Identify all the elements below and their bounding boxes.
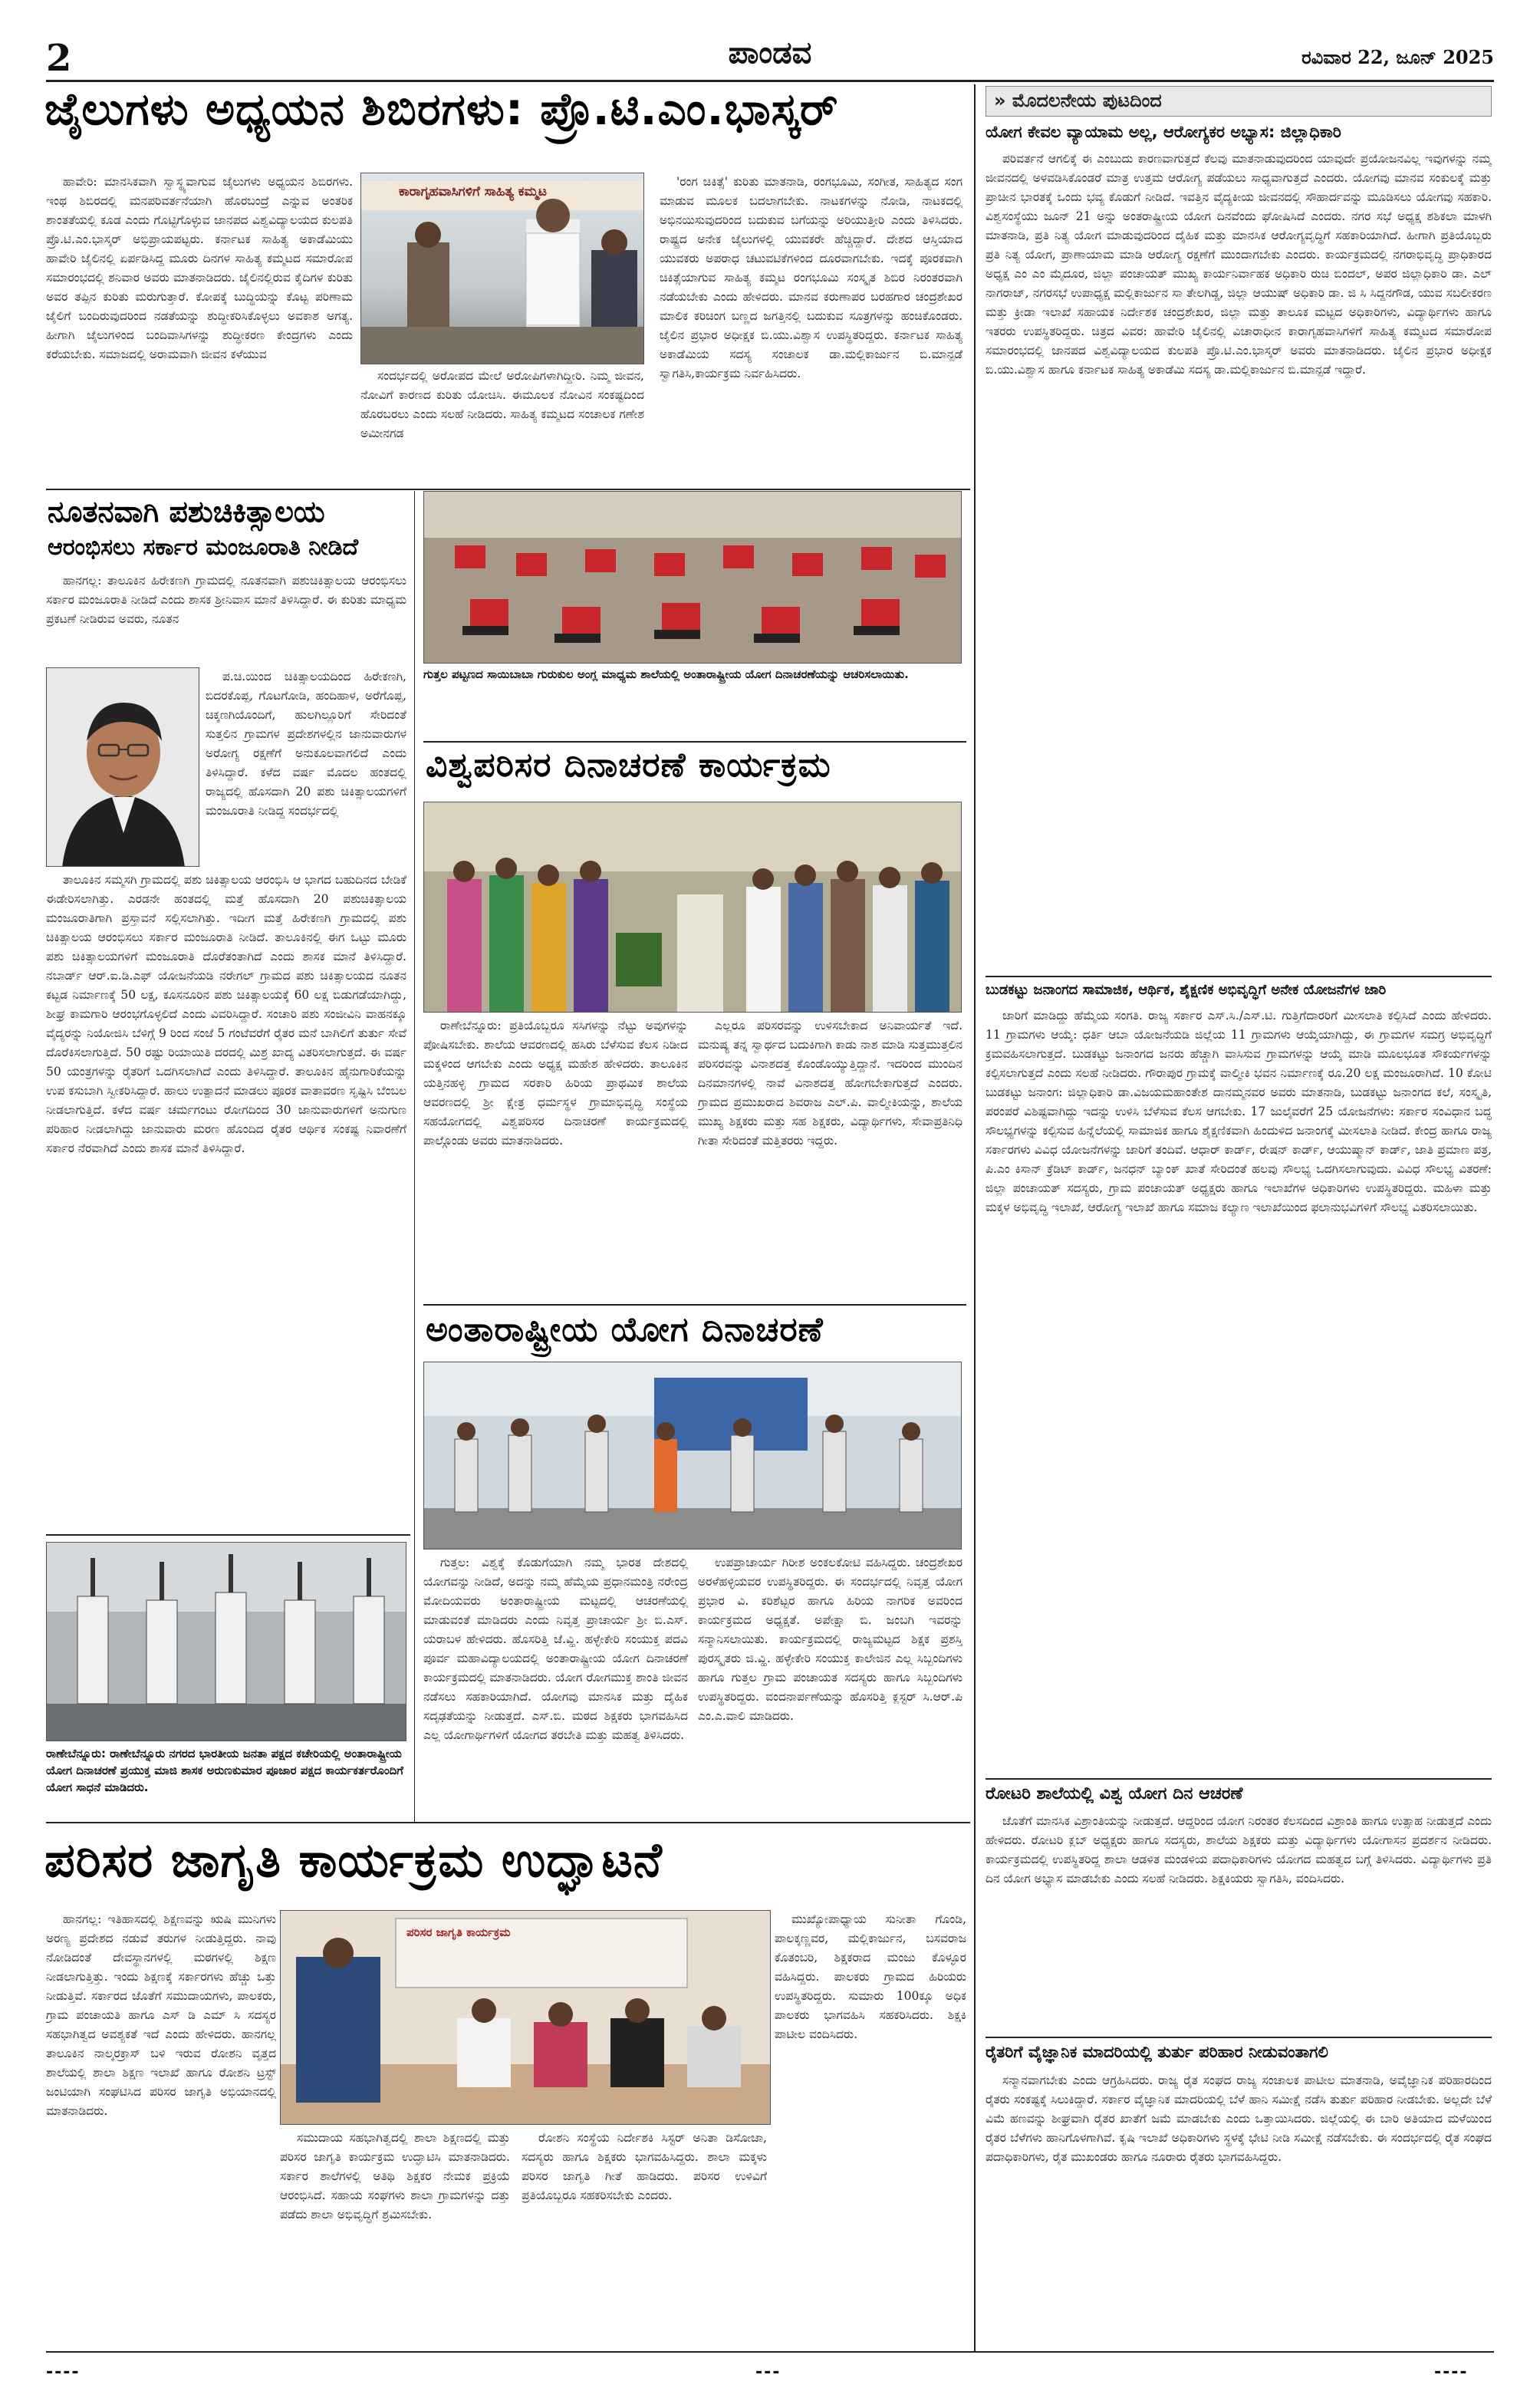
story2-subheadline: ಆರಂಭಿಸಲು ಸರ್ಕಾರ ಮಂಜೂರಾತಿ ನೀಡಿದೆ bbox=[48, 534, 359, 561]
section-rule bbox=[46, 489, 970, 490]
right-s2-title: ಬುಡಕಟ್ಟು ಜನಾಂಗದ ಸಾಮಾಜಿಕ, ಆರ್ಥಿಕ, ಶೈಕ್ಷಣಿಕ ಅಭಿವೃದ್ಧಿಗೆ ಅನೇಕ ಯೋಜನೆಗಳ ಜಾರಿ bbox=[986, 982, 1387, 998]
section-rule bbox=[46, 1822, 970, 1823]
story5-headline: ಪರಿಸರ ಜಾಗೃತಿ ಕಾರ್ಯಕ್ರಮ ಉದ್ಘಾಟನೆ bbox=[44, 1832, 663, 1888]
story2-intro: ಹಾನಗಲ್ಲ: ತಾಲೂಕಿನ ಹಿರೇಕಣಗಿ ಗ್ರಾಮದಲ್ಲಿ ನೂತನವಾಗಿ ಪಶುಚಿಕಿತ್ಸಾಲಯ ಆರಂಭಿಸಲು ಸರ್ಕಾರ ಮಂಜೂರಾತಿ ನೀಡಿದೆ ಎಂದು ಶಾಸಕ ಶ್ರೀನಿವಾಸ ಮಾನೆ ತಿಳಿಸಿದ್ದಾರೆ. ಈ ಕುರಿತು ಮಾಧ್ಯಮ ಪ್ರಕಟಣೆ ನೀಡಿರುವ ಅವರು, ನೂತನ bbox=[46, 574, 406, 626]
jail-event-picture bbox=[361, 173, 644, 364]
section-rule bbox=[986, 2037, 1492, 2038]
story4-col2: ಉಪಪ್ರಾಚಾರ್ಯ ಗಿರೀಶ ಅಂಕಲಕೋಟಿ ವಹಿಸಿದ್ದರು. ಚಂದ್ರಶೇಖರ ಅರಳೆಹಳ್ಳಿಯವರ ಉಪಸ್ಥಿತರಿದ್ದರು. ಈ ಸಂದರ್ಭದಲ್ಲಿ ನಿವೃತ್ತ ಯೋಗ ಪ್ರಭಾರ ವಿ. ಕರಿಶೆಟ್ಟರ ಹಾಗೂ ಹಿರಿಯ ನಾಗರಿಕ ಅವರಿಂದ ಕಾರ್ಯಕ್ರಮದ ಅಧ್ಯಕ್ಷತೆ. ಅಪೇಕ್ಷಾ ಬಿ. ಜಂಬಗಿ ಇವರನ್ನು ಸನ್ಮಾನಿಸಲಾಯಿತು. ಕಾರ್ಯಕ್ರಮದಲ್ಲಿ ರಾಜ್ಯಮಟ್ಟದ ಶಿಕ್ಷಕ ಪ್ರಶಸ್ತಿ ಪುರಸ್ಕೃತರು ಜಿ.ವ್ಹಿ. ಹಳ್ಳೇಕೇರಿ ಸಂಯುಕ್ತ ಕಾಲೇಜಿನ ಎಲ್ಲ ಸಿಬ್ಬಂದಿಗಳು ಹಾಗೂ ಗುತ್ತಲ ಗ್ರಾಮ ಪಂಚಾಯತ ಸದಸ್ಯರು ಹಾಗೂ ಸಿಬ್ಬಂದಿಗಳು ಉಪಸ್ಥಿತರಿದ್ದರು. ವಂದನಾರ್ಪಣೆಯನ್ನು ಹೊಸರಿತ್ತಿ ಕ್ಲಸ್ಟರ್ ಸಿ.ಆರ್.ಪಿ ಎಂ.ಎ.ವಾಲಿ ಮಾಡಿದರು. bbox=[698, 1556, 962, 1723]
story5-col3: ರೋಶನಿ ಸಂಸ್ಥೆಯ ನಿರ್ದೇಶಕಿ ಸಿಸ್ಟರ್ ಅನಿತಾ ಡಿಸೋಜಾ, ಸದಸ್ಯರು ಹಾಗೂ ಶಿಕ್ಷಕರು ಭಾಗವಹಿಸಿದ್ದರು. ಶಾಲಾ ಮಕ್ಕಳು ಪರಿಸರ ಜಾಗೃತಿ ಗೀತೆ ಹಾಡಿದರು. ಪರಿಸರ ಉಳಿವಿಗೆ ಪ್ರತಿಯೊಬ್ಬರೂ ಸಹಕರಿಸಬೇಕು ಎಂದರು. bbox=[522, 2131, 767, 2202]
footer-rule bbox=[46, 2351, 1494, 2353]
masthead-date: ರವಿವಾರ 22, ಜೂನ್ 2025 bbox=[1301, 46, 1494, 68]
column-divider bbox=[414, 491, 415, 1822]
story2-beside-photo: ಪ.ಚಿ.ಯಿಂದ ಚಿಕಿತ್ಸಾಲಯದಿಂದ ಹಿರೇಕಣಗಿ, ಬಿದರಕೊಪ್ಪ, ಗೊಟಗೋಡಿ, ಹಂದಿಹಾಳ, ಅರೆಗೊಪ್ಪ, ಚಿಕ್ಕಣಗಿಯೊಂದಿಗೆ, ಹುಲಗಿಲ್ಲೂರಿಗೆ ಸೇರಿದಂತೆ ಸುತ್ತಲಿನ ಗ್ರಾಮಗಳ ಪ್ರದೇಶಗಳಲ್ಲಿನ ಜಾನುವಾರುಗಳ ಅರೋಗ್ಯ ರಕ್ಷಣೆಗೆ ಅನುಕೂಲವಾಗಲಿದೆ ಎಂದು ತಿಳಿಸಿದ್ದಾರೆ. ಕಳೆದ ವರ್ಷ ಮೊದಲ ಹಂತದಲ್ಲಿ ರಾಜ್ಯದಲ್ಲಿ ಹೊಸದಾಗಿ 20 ಪಶು ಚಿಕಿತ್ಸಾಲಯಗಳಿಗೆ ಮಂಜೂರಾತಿ ನೀಡಿದ್ದ ಸಂದರ್ಭದಲ್ಲಿ bbox=[206, 670, 406, 818]
awareness-photo-banner: ಪರಿಸರ ಜಾಗೃತಿ ಕಾರ್ಯಕ್ರಮ bbox=[406, 1925, 511, 1939]
masthead-rule bbox=[46, 80, 1494, 82]
story1-headline: ಜೈಲುಗಳು ಅಧ್ಯಯನ ಶಿಬಿರಗಳು: ಪ್ರೊ.ಟಿ.ಎಂ.ಭಾಸ್ಕರ್ bbox=[44, 83, 839, 135]
intl-yoga-day-photo bbox=[423, 1362, 962, 1550]
story5-col2: ಸಮುದಾಯ ಸಹಭಾಗಿತ್ವದಲ್ಲಿ ಶಾಲಾ ಶಿಕ್ಷಣದಲ್ಲಿ ಮತ್ತು ಪರಿಸರ ಜಾಗೃತಿ ಕಾರ್ಯಕ್ರಮ ಉದ್ಘಾಟಿಸಿ ಮಾತನಾಡಿದರು. ಸರ್ಕಾರ ಶಾಲೆಗಳಲ್ಲಿ ಅತಿಥಿ ಶಿಕ್ಷಕರ ನೇಮಕ ಪ್ರಕ್ರಿಯೆ ಆರಂಭಿಸಿದೆ. ಸಹಾಯ ಸಂಘಗಳು ಶಾಲಾ ಗ್ರಾಮಗಳನ್ನು ದತ್ತು ಪಡೆದು ಶಾಲಾ ಅಭಿವೃದ್ಧಿಗೆ ಶ್ರಮಿಸಬೇಕು. bbox=[280, 2131, 510, 2222]
story3-col1: ರಾಣೇಬೆನ್ನೂರು: ಪ್ರತಿಯೊಬ್ಬರೂ ಸಸಿಗಳನ್ನು ನೆಟ್ಟು ಅವುಗಳನ್ನು ಪೋಷಿಸಬೇಕು. ಶಾಲೆಯ ಆವರಣದಲ್ಲಿ ಹಸಿರು ಬೆಳೆಸುವ ಕೆಲಸ ನಿಡೀದ ಮಕ್ಕಳಿಂದ ಆಗಬೇಕು ಎಂದು ಅಧ್ಯಕ್ಷ ಮಹೇಶ ಹೇಳಿದರು. ತಾಲೂಕಿನ ಯತ್ತಿನಹಳ್ಳಿ ಗ್ರಾಮದ ಸರಕಾರಿ ಹಿರಿಯ ಪ್ರಾಥಮಿಕ ಶಾಲೆಯ ಆವರಣದಲ್ಲಿ ಶ್ರೀ ಕ್ಷೇತ್ರ ಧರ್ಮಸ್ಥಳ ಗ್ರಾಮಾಭಿವೃದ್ಧಿ ಸಂಸ್ಥೆಯ ಸಹಯೋಗದಲ್ಲಿ ವಿಶ್ವಪರಿಸರ ದಿನಾಚರಣೆ ಕಾರ್ಯಕ್ರಮದಲ್ಲಿ ಪಾಲ್ಗೊಂಡು ಅವರು ಮಾತನಾಡಿದರು. bbox=[423, 1019, 688, 1148]
right-s4-title: ರೈತರಿಗೆ ವೈಜ್ಞಾನಿಕ ಮಾದರಿಯಲ್ಲಿ ತುರ್ತು ಪರಿಹಾರ ನೀಡುವಂತಾಗಲಿ bbox=[986, 2043, 1328, 2061]
bjp-yoga-caption: ರಾಣೇಬೆನ್ನೂರು: ರಾಣೇಬೆನ್ನೂರು ನಗರದ ಭಾರತೀಯ ಜನತಾ ಪಕ್ಷದ ಕಚೇರಿಯಲ್ಲಿ ಅಂತಾರಾಷ್ಟ್ರೀಯ ಯೋಗ ದಿನಾಚರಣೆ ಪ್ರಯುಕ್ತ ಮಾಜಿ ಶಾಸಕ ಅರುಣಕುಮಾರ ಪೂಜಾರ ಪಕ್ಷದ ಕಾರ್ಯಕರ್ತರೊಂದಿಗೆ ಯೋಗ ಸಾಧನೆ ಮಾಡಿದರು. bbox=[46, 1747, 403, 1794]
mla-portrait bbox=[46, 667, 199, 867]
section-rule bbox=[423, 1304, 966, 1306]
awareness-program-picture bbox=[281, 1911, 771, 2125]
story5-col1: ಹಾನಗಲ್ಲ: ಇತಿಹಾಸದಲ್ಲಿ ಶಿಕ್ಷಣವನ್ನು ಋಷಿ ಮುನಿಗಳು ಅರಣ್ಯ ಪ್ರದೇಶದ ನಡುವೆ ತರುಗಳ ನೀಡುತ್ತಿದ್ದರು. ನಾವು ನೋಡಿದಂತೆ ದೇವಸ್ಥಾನಗಳಲ್ಲಿ ಮಠಗಳಲ್ಲಿ ಶಿಕ್ಷಣ ನೀಡಲಾಗುತ್ತಿತ್ತು. ಇಂದು ಶಿಕ್ಷಣಕ್ಕೆ ಸರ್ಕಾರಗಳು ಹೆಚ್ಚು ಒತ್ತು ನೀಡುತ್ತಿವೆ. ಸರ್ಕಾರದ ಜೊತೆಗೆ ಸಮುದಾಯಗಳು, ಪಾಲಕರು, ಗ್ರಾಮ ಪಂಚಾಯತಿ ಹಾಗೂ ಎಸ್ ಡಿ ಎಮ್ ಸಿ ಸದಸ್ಯರ ಸಹಭಾಗಿತ್ವದ ಅವಶ್ಯಕತೆ ಇದೆ ಎಂದು ಹೇಳಿದರು. ಹಾನಗಲ್ಲ ತಾಲೂಕಿನ ನಾಲ್ಕರಕ್ರಾಸ್ ಬಳಿ ಇರುವ ರೋಶನಿ ವೃತ್ತದ ಶಾಲೆಯಲ್ಲಿ ಶಾಲಾ ಶಿಕ್ಷಣ ಇಲಾಖೆ ಹಾಗೂ ರೋಶನಿ ಟ್ರಸ್ಟ್ ಜಂಟಿಯಾಗಿ ಸಂಘಟಿಸಿದ ಪರಿಸರ ಜಾಗೃತಿ ಅಭಿಯಾನದಲ್ಲಿ ಮಾತನಾಡಿದರು. bbox=[46, 1912, 276, 2118]
story3-headline: ವಿಶ್ವಪರಿಸರ ದಿನಾಚರಣೆ ಕಾರ್ಯಕ್ರಮ bbox=[426, 746, 831, 785]
footer-center-marks: --- bbox=[755, 2363, 782, 2382]
story2-body: ತಾಲೂಕಿನ ಸಮ್ಮಸಗಿ ಗ್ರಾಮದಲ್ಲಿ ಪಶು ಚಿಕಿತ್ಸಾಲಯ ಆರಂಭಿಸಿ ಆ ಭಾಗದ ಬಹುದಿನದ ಬೇಡಿಕೆ ಈಡೇರಿಸಲಾಗಿತ್ತು. ಎರಡನೇ ಹಂತದಲ್ಲಿ ಮತ್ತೆ ಹೊಸದಾಗಿ 20 ಪಶುಚಿಕಿತ್ಸಾಲಯ ಮಂಜೂರಾತಿಗಾಗಿ ಪ್ರಸ್ತಾವನೆ ಸಲ್ಲಿಸಲಾಗಿತ್ತು. ಇದೀಗ ಮತ್ತೆ ಹಿರೇಕಣಗಿ ಗ್ರಾಮದಲ್ಲಿ ಪಶು ಚಿಕಿತ್ಸಾಲಯ ಆರಂಭಿಸಲು ಸರ್ಕಾರ ಮಂಜೂರಾತಿ ನೀಡಿದೆ. ತಾಲೂಕಿನಲ್ಲಿ ಈಗ ಒಟ್ಟು ಮೂರು ಪಶು ಚಿಕಿತ್ಸಾಲಯಗಳಿಗೆ ಮಂಜೂರಾತಿ ದೊರೆತಂತಾಗಿದೆ ಎಂದು ಶಾಸಕ ಮಾನೆ ತಿಳಿಸಿದ್ದಾರೆ. ನಬಾರ್ಡ್ ಆರ್.ಐ.ಡಿ.ಎಫ್ ಯೋಜನೆಯಡಿ ನರೇಗಲ್ ಗ್ರಾಮದ ಪಶು ಚಿಕಿತ್ಸಾಲಯದ ನೂತನ ಕಟ್ಟಡ ನಿರ್ಮಾಣಕ್ಕೆ 50 ಲಕ್ಷ, ಕೂಸನೂರಿನ ಪಶು ಚಿಕಿತ್ಸಾಲಯಕ್ಕೆ 60 ಲಕ್ಷ ಬಿಡುಗಡೆಯಾಗಿದ್ದು, ಶೀಘ್ರ ಕಾಮಗಾರಿ ಆರಂಭಗೊಳ್ಳಲಿದೆ ಎಂದು ವಿವರಿಸಿದ್ದಾರೆ. ಸಂಚಾರಿ ಪಶು ಸಂಜೀವಿನಿ ವಾಹನಕ್ಕೂ ವೈದ್ಯರನ್ನು ನಿಯೋಜಿಸಿ ಬೆಳಿಗ್ಗೆ 9 ರಿಂದ ಸಂಜೆ 5 ಗಂಟೆವರೆಗೆ ರೈತರ ಮನೆ ಬಾಗಿಲಿಗೆ ತುರ್ತು ಸೇವೆ ದೊರೆಕಿಸಲಾಗುತ್ತಿದೆ. 50 ರಷ್ಟು ರಿಯಾಯಿತಿ ದರದಲ್ಲಿ ಮಿಶ್ರ ಖಾದ್ಯ ವಿತರಿಸಲಾಗುತ್ತದೆ. ಈ ವರ್ಷ 50 ಯಂತ್ರಗಳನ್ನು ರೈತರಿಗೆ ಒದಗಿಸಲಾಗಿದೆ ಎಂದು ತಿಳಿಸಿದ್ದಾರೆ. ತಾಲೂಕಿನ ಹೈನುಗಾರಿಕೆಯನ್ನು ಉಪ ಕಸುಬಾಗಿ ಸ್ವೀಕರಿಸಿದ್ದಾರೆ. ಹಾಲು ಉತ್ಪಾದನೆ ಮಾಡಲು ಪೂರಕ ವಾತಾವರಣ ಸೃಷ್ಟಿಸಿ ಬೆಂಬಲ ನೀಡಲಾಗುತ್ತಿದೆ. ಕಳೆದ ವರ್ಷ ಚರ್ಮಗಂಟು ರೋಗದಿಂದ 30 ಜಾನುವಾರುಗಳಿಗೆ ಅನುಗುಣ ಪರಿಹಾರ ನೀಡಲಾಗಿದ್ದು ಜಾನುವಾರು ಮರಣ ಹೊಂದಿದ ರೈತರ ಆರ್ಥಿಕ ಸಂಕಷ್ಟ ನಿವಾರಣೆಗೆ ಸರ್ಕಾರ ನೆರವಾಗಿದೆ ಎಂದು ಶಾಸಕ ಮಾನೆ ತಿಳಿಸಿದ್ದಾರೆ. bbox=[46, 873, 406, 1155]
footer-left-marks: ---- bbox=[46, 2363, 81, 2382]
bjp-yoga-picture bbox=[47, 1543, 406, 1741]
story1-photo bbox=[360, 173, 644, 364]
yoga-school-caption: ಗುತ್ತಲ ಪಟ್ಟಣದ ಸಾಯಿಬಾಬಾ ಗುರುಕುಲ ಅಂಗ್ಲ ಮಾಧ್ಯಮ ಶಾಲೆಯಲ್ಲಿ ಅಂತಾರಾಷ್ಟ್ರೀಯ ಯೋಗ ದಿನಾಚರಣೆಯನ್ನು ಆಚರಿಸಲಾಯಿತು. bbox=[423, 667, 909, 681]
bjp-yoga-photo bbox=[46, 1542, 406, 1741]
story2-headline: ನೂತನವಾಗಿ ಪಶುಚಿಕಿತ್ಸಾಲಯ bbox=[48, 495, 325, 529]
right-s2-body: ಜಾರಿಗೆ ಮಾಡಿದ್ದು ಹೆಮ್ಮೆಯ ಸಂಗತಿ. ರಾಜ್ಯ ಸರ್ಕಾರ ಎಸ್.ಸಿ./ಎಸ್.ಟಿ. ಗುತ್ತಿಗೆದಾರರಿಗೆ ಮೀಸಲಾತಿ ಕಲ್ಪಿಸಿದೆ ಎಂದು ಹೇಳಿದರು. 11 ಗ್ರಾಮಗಳು ಆಯ್ಕೆ: ಧರ್ತಿ ಆಬಾ ಯೋಜನೆಯಡಿ ಜಿಲ್ಲೆಯ 11 ಗ್ರಾಮಗಳು ಆಯ್ಕೆಯಾಗಿದ್ದು, ಈ ಗ್ರಾಮಗಳ ಸಮಗ್ರ ಅಭಿವೃದ್ಧಿಗೆ ಕ್ರಮವಹಿಸಲಾಗುತ್ತದೆ. ಬುಡಕಟ್ಟು ಜನಾಂಗದ ಜನರು ಹೆಚ್ಚಾಗಿ ವಾಸಿಸುವ ಗ್ರಾಮಗಳನ್ನು ಆಯ್ಕೆ ಮಾಡಿ ಮೂಲಭೂತ ಸೌಕರ್ಯಗಳನ್ನು ಕಲ್ಪಿಸಲಾಗುತ್ತದೆ ಎಂದು ಸಲಹೆ ನೀಡಿದರು. ಗೌರಾಪುರ ಗ್ರಾಮಕ್ಕೆ ವಾಲ್ಮೀಕಿ ಭವನ ನಿರ್ಮಾಣಕ್ಕೆ ರೂ.20 ಲಕ್ಷ ಮಂಜೂರಾಗಿದೆ. 10 ಕೋಟಿ ಬುಡಕಟ್ಟು ಜನಾಂಗ: ಜಿಲ್ಲಾಧಿಕಾರಿ ಡಾ.ವಿಜಯಮಹಾಂತೇಶ ದಾನಮ್ಮನವರ ಅವರು ಮಾತನಾಡಿ, ಬುಡಕಟ್ಟು ಜನಾಂಗದ ಕಲೆ, ಸಂಸ್ಕೃತಿ, ಪರಂಪರೆ ವಿಶಿಷ್ಟವಾಗಿದ್ದು ಇದನ್ನು ಉಳಿಸಿ ಬೆಳೆಸುವ ಕೆಲಸ ಆಗಬೇಕು. 17 ಜುಲೈವರೆಗೆ 25 ಯೋಜನೆಗಳು: ಸರ್ಕಾರ ಸಂವಿಧಾನ ಬದ್ಧ ಸೌಲಭ್ಯಗಳನ್ನು ಕಲ್ಪಿಸುವ ಹಿನ್ನೆಲೆಯಲ್ಲಿ ಸಾಮಾಜಿಕ ಹಾಗೂ ಶೈಕ್ಷಣಿಕವಾಗಿ ಹಿಂದುಳಿದ ಜನಾಂಗಕ್ಕೆ ಮೀಸಲಾತಿ ನೀಡಿದೆ. ಕೇಂದ್ರ ಹಾಗೂ ರಾಜ್ಯ ಸರ್ಕಾರಗಳು ವಿವಿಧ ಯೋಜನೆಗಳನ್ನು ಜಾರಿಗೆ ತಂದಿವೆ. ಆಧಾರ್ ಕಾರ್ಡ್, ರೇಷನ್ ಕಾರ್ಡ್, ಆಯುಷ್ಮಾನ್ ಕಾರ್ಡ್, ಜಾತಿ ಪ್ರಮಾಣ ಪತ್ರ, ಪಿ.ಎಂ ಕಿಸಾನ್ ಕ್ರೆಡಿಟ್ ಕಾರ್ಡ್, ಜನಧನ್ ಬ್ಯಾಂಕ್ ಖಾತೆ ಸೇರಿದಂತೆ ಹಲವು ಸೌಲಭ್ಯ ಒದಗಿಸಲಾಗುವುದು. ವಿವಿಧ ಸೌಲಭ್ಯ ವಿತರಣೆ: ಜಿಲ್ಲಾ ಪಂಚಾಯತ್ ಸದಸ್ಯರು, ಗ್ರಾಮ ಪಂಚಾಯತ್ ಅಧ್ಯಕ್ಷರು ಹಾಗೂ ಇಲಾಖೆಗಳ ಅಧಿಕಾರಿಗಳು ಉಪಸ್ಥಿತರಿದ್ದರು. ಮಹಿಳಾ ಮತ್ತು ಮಕ್ಕಳ ಅಭಿವೃದ್ಧಿ ಇಲಾಖೆ, ಆರೋಗ್ಯ ಇಲಾಖೆ ಹಾಗೂ ಸಮಾಜ ಕಲ್ಯಾಣ ಇಲಾಖೆಯಿಂದ ಫಲಾನುಭವಿಗಳಿಗೆ ಸೌಲಭ್ಯ ವಿತರಿಸಲಾಯಿತು. bbox=[986, 1009, 1492, 1214]
environment-day-photo bbox=[423, 802, 962, 1013]
story1-col3: 'ರಂಗ ಚಿಕಿತ್ಸೆ' ಕುರಿತು ಮಾತನಾಡಿ, ರಂಗಭೂಮಿ, ಸಂಗೀತ, ಸಾಹಿತ್ಯದ ಸಂಗ ಮಾಡುವ ಮೂಲಕ ಬದಲಾಗಬೇಕು. ನಾಟಕಗಳನ್ನು ನೋಡಿ, ನಾಟಕದಲ್ಲಿ ಅಭಿನಯಿಸುವುದರಿಂದ ಬದುಕುವ ಬಗೆಯನ್ನು ಅರಿಯುತ್ತೀರಿ ಎಂದು ತಿಳಿಸಿದರು. ರಾಷ್ಟ್ರದ ಅನೇಕ ಜೈಲುಗಳಲ್ಲಿ ಯುವಕರೇ ಹೆಚ್ಚಿದ್ದಾರೆ. ದೇಶದ ಆಸ್ತಿಯಾದ ಯುವಕರು ಅಪರಾಧ ಚಟುವಟಿಕೆಗಳಿಂದ ದೂರವಾಗಬೇಕು. ಇದಕ್ಕೆ ಪೂರಕವಾಗಿ ಚಿಕಿತ್ಸೆಯಾಗುವ ಸಾಹಿತ್ಯ ಕಮ್ಮಟ ರಂಗಭೂಮಿ ಸಂಸ್ಕೃತ ಶಿಬಿರ ನಿರಂತರವಾಗಿ ನಡೆಯಬೇಕು ಎಂದು ಹೇಳಿದರು. ಮಾನವ ಕರುಣಾಪರ ಬರಹಗಾರ ಚಂದ್ರಶೇಖರ ಮಾಲಿಕ ಕರಿಚಿಂಗ ಬಣ್ಣದ ಜಗತ್ತಿನಲ್ಲಿ ಬದುಕುವ ಸೂತ್ರಗಳನ್ನು ಹಂಚಿಕೊಂಡರು. ಜೈಲಿನ ಪ್ರಭಾರ ಅಧೀಕ್ಷಕ ಬಿ.ಯು.ವಿಶ್ವಾಸ ಉಪಸ್ಥಿತರಿದ್ದರು. ಕರ್ನಾಟಕ ಸಾಹಿತ್ಯ ಅಕಾಡೆಮಿಯ ಸದಸ್ಯ ಸಂಚಾಲಕ ಡಾ.ಮಲ್ಲಿಕಾರ್ಜುನ ಬಿ.ಮಾನ್ಪಡೆ ಸ್ವಾಗತಿಸಿ,ಕಾರ್ಯಕ್ರಮ ನಿರ್ವಹಿಸಿದರು. bbox=[660, 175, 962, 380]
mla-portrait-image bbox=[47, 668, 199, 867]
page-number: 2 bbox=[46, 37, 72, 80]
section-rule bbox=[986, 1778, 1492, 1780]
story3-col2: ಎಲ್ಲರೂ ಪರಿಸರವನ್ನು ಉಳಿಸಬೇಕಾದ ಅನಿವಾರ್ಯತೆ ಇದೆ. ಮನುಷ್ಯ ತನ್ನ ಸ್ವಾರ್ಥದ ಬದುಕಿಗಾಗಿ ಕಾಡು ನಾಶ ಮಾಡಿ ಸುತ್ತಮುತ್ತಲಿನ ಪರಿಸರವನ್ನು ವಿನಾಶದತ್ತ ಕೊಂಡೊಯ್ಯುತ್ತಿದ್ದಾನೆ. ಇದರಿಂದ ಮುಂದಿನ ದಿನಮಾನಗಳಲ್ಲಿ ನಾವೆ ವಿನಾಶದತ್ತ ಹೋಗಬೇಕಾಗುತ್ತದೆ ಎಂದರು. ಗ್ರಾಮದ ಪ್ರಮುಖರಾದ ಶಿವರಾಜ ಎಲ್.ಪಿ. ವಾಲ್ಮೀಕಿಯನ್ನು, ಶಾಲೆಯ ಮುಖ್ಯ ಶಿಕ್ಷಕರು ಮತ್ತು ಸಹ ಶಿಕ್ಷಕರು, ವಿದ್ಯಾರ್ಥಿಗಳು, ಸೇವಾಪ್ರತಿನಿಧಿ ಗೀತಾ ಸೇರಿದಂತೆ ಮತ್ತಿತರರು ಇದ್ದರು. bbox=[698, 1019, 962, 1148]
footer-right-marks: ---- bbox=[1434, 2363, 1469, 2382]
masthead-logo: ಪಾಂಡವ bbox=[728, 35, 812, 71]
section-rule bbox=[986, 976, 1492, 977]
story1-photo-banner: ಕಾರಾಗೃಹವಾಸಿಗಳಿಗೆ ಸಾಹಿತ್ಯ ಕಮ್ಮಟ bbox=[399, 184, 548, 199]
right-s1-title: ಯೋಗ ಕೇವಲ ವ್ಯಾಯಾಮ ಅಲ್ಲ, ಆರೋಗ್ಯಕರ ಅಭ್ಯಾಸ: ಜಿಲ್ಲಾಧಿಕಾರಿ bbox=[986, 123, 1341, 141]
right-s3-title: ರೋಟರಿ ಶಾಲೆಯಲ್ಲಿ ವಿಶ್ವ ಯೋಗ ದಿನ ಆಚರಣೆ bbox=[986, 1784, 1243, 1803]
column-divider bbox=[974, 84, 976, 2351]
environment-day-picture bbox=[424, 802, 962, 1013]
yoga-school-photo bbox=[423, 491, 962, 664]
intl-yoga-day-picture bbox=[424, 1362, 962, 1550]
right-s3-body: ಜೊತೆಗೆ ಮಾನಸಿಕ ವಿಶ್ರಾಂತಿಯನ್ನು ನೀಡುತ್ತದೆ. ಆದ್ದರಿಂದ ಯೋಗ ನಿರಂತರ ಕೆಲಸದಿಂದ ವಿಶ್ರಾಂತಿ ಹಾಗೂ ಉತ್ಸಾಹ ನೀಡುತ್ತದೆ ಎಂದು ಹೇಳಿದರು. ರೋಟರಿ ಕ್ಲಬ್ ಅಧ್ಯಕ್ಷರು ಹಾಗೂ ಸದಸ್ಯರು, ಶಾಲೆಯ ಶಿಕ್ಷಕರು ಮತ್ತು ವಿದ್ಯಾರ್ಥಿಗಳು ಯೋಗಾಸನ ಪ್ರದರ್ಶನ ನೀಡಿದರು. ಕಾರ್ಯಕ್ರಮದಲ್ಲಿ ಉಪಸ್ಥಿತರಿದ್ದ ಶಾಲಾ ಆಡಳಿತ ಮಂಡಳಿಯ ಪದಾಧಿಕಾರಿಗಳು ಯೋಗದ ಮಹತ್ವದ ಬಗ್ಗೆ ತಿಳಿಸಿದರು. ವಿದ್ಯಾರ್ಥಿಗಳು ಪ್ರತಿ ದಿನ ಯೋಗ ಅಭ್ಯಾಸ ಮಾಡಬೇಕು ಎಂದು ಸಲಹೆ ನೀಡಿದರು. ಶಿಕ್ಷಕಿಯರು ಸ್ವಾಗತಿಸಿ, ವಂದಿಸಿದರು. bbox=[986, 1814, 1492, 1886]
section-rule bbox=[423, 741, 966, 743]
story1-col1: ಹಾವೇರಿ: ಮಾನಸಿಕವಾಗಿ ಸ್ವಾಸ್ಥ್ಯವಾಗುವ ಜೈಲುಗಳು ಅಧ್ಯಯನ ಶಿಬಿರಗಳು. ಇಂಥ ಶಿಬಿರದಲ್ಲಿ ಮನಪರಿವರ್ತನೆಯಾಗಿ ಹೊರಬಂದ್ರೆ ಎನ್ನುವ ಅಂತರಿಕ ಶಾಂತತೆಯಲ್ಲಿ ಕೂಡ ಎಂದು ಗೊಟ್ಟಿಗೊಳ್ಳುವ ಜಾನಪದ ವಿಶ್ವವಿದ್ಯಾಲಯದ ಕುಲಪತಿ ಪ್ರೊ.ಟಿ.ಎಂ.ಭಾಸ್ಕರ್ ಅಭಿಪ್ರಾಯಪಟ್ಟರು. ಕರ್ನಾಟಕ ಸಾಹಿತ್ಯ ಅಕಾಡೆಮಿಯು ಹಾವೇರಿ ಜೈಲಿನಲ್ಲಿ ಏರ್ಪಡಿಸಿದ್ದ ಮೂರು ದಿನಗಳ ಸಾಹಿತ್ಯ ಕಮ್ಮಟದ ಸಮಾರೋಪ ಸಮಾರಂಭದಲ್ಲಿ ಶನಿವಾರ ಅವರು ಮಾತನಾಡಿದರು. ಜೈಲಿನಲ್ಲಿರುವ ಕೈದಿಗಳ ಕುರಿತು ಅವರ ತಪ್ಪಿನ ಕುರಿತು ಮರುಗುತ್ತಾರೆ. ಕೋಪಕ್ಕೆ ಬುದ್ಧಿಯನ್ನು ಕೊಟ್ಟ ಪರಿಣಾಮ ಜೈಲಿಗೆ ಬಂದಿರುವುದರಿಂದ ನಡತೆಯನ್ನು ಶುದ್ಧೀಕರಿಸಿಕೊಳ್ಳಲು ಅವಕಾಶ ಅಗತ್ಯ. ಹೀಗಾಗಿ ಜೈಲುಗಳಿಂದ ಬಂದಿವಾಸಿಗಳನ್ನು ಶುದ್ಧೀಕರಣ ಕೇಂದ್ರಗಳು ಎಂದು ಕರೆಯಬೇಕು. ಸಮಾಜದಲ್ಲಿ ಅರಾಮವಾಗಿ ಜೀವನ ಕಳೆಯುವ bbox=[46, 175, 353, 361]
awareness-program-photo bbox=[280, 1910, 771, 2125]
continued-section-label: » ಮೊದಲನೇಯ ಪುಟದಿಂದ bbox=[986, 86, 1492, 117]
yoga-school-picture bbox=[424, 492, 962, 664]
story5-col4: ಮುಖ್ಯೋಪಾಧ್ಯಾಯ ಸುನೀತಾ ಗೊಂಡಿ, ಪಾಲಕ್ಕಣ್ಣವರ, ಮಲ್ಲಿಕಾರ್ಜುನ, ಬಸವರಾಜ ಕೊತಂಬರಿ, ಶಿಕ್ಷಕರಾದ ಮಂಜು ಕೊಳ್ಳೂರ ವಹಿಸಿದ್ದರು. ಪಾಲಕರು ಗ್ರಾಮದ ಹಿರಿಯರು ಉಪಸ್ಥಿತರಿದ್ದರು. ಸುಮಾರು 100ಕ್ಕೂ ಅಧಿಕ ಪಾಲಕರು ಭಾಗವಹಿಸಿ ಸಹಕರಿಸಿದರು. ಶಿಕ್ಷಕಿ ಪಾಟೀಲ ವಂದಿಸಿದರು. bbox=[775, 1912, 966, 2041]
story4-headline: ಅಂತಾರಾಷ್ಟ್ರೀಯ ಯೋಗ ದಿನಾಚರಣೆ bbox=[426, 1310, 824, 1349]
story1-caption-right: ಸಂದರ್ಭದಲ್ಲಿ ಅರೋಪದ ಮೇಲೆ ಅರೋಪಿಗಳಾಗಿದ್ದೀರಿ. ನಿಮ್ಮ ಜೀವನ, ನೋವಿಗೆ ಕಾರಣದ ಕುರಿತು ಯೋಚಿಸಿ. ಈಮೂಲಕ ನೋವಿನ ಸಂಕಷ್ಟದಿಂದ ಹೊರಬರಲು ಎಂದು ಸಲಹೆ ನೀಡಿದರು. ಸಾಹಿತ್ಯ ಕಮ್ಮಟದ ಸಂಚಾಲಕ ಗಣೇಶ ಅಮೀನಗಡ bbox=[360, 369, 644, 440]
story4-col1: ಗುತ್ತಲ: ವಿಶ್ವಕ್ಕೆ ಕೊಡುಗೆಯಾಗಿ ನಮ್ಮ ಭಾರತ ದೇಶದಲ್ಲಿ ಯೋಗವನ್ನು ನೀಡಿದೆ, ಅದನ್ನು ನಮ್ಮ ಹೆಮ್ಮೆಯ ಪ್ರಧಾನಮಂತ್ರಿ ನರೇಂದ್ರ ಮೋದಿಯವರು ಅಂತಾರಾಷ್ಟ್ರೀಯ ಮಟ್ಟದಲ್ಲಿ ಆಚರಣೆಯಲ್ಲಿ ಮಾಡುವಂತೆ ಮಾಡಿದರು ಎಂದು ನಿವೃತ್ತ ಪ್ರಾಚಾರ್ಯ ಶ್ರೀ ಬಿ.ಎಸ್. ಯರಾಬಳ ಹೇಳಿದರು. ಹೊಸರಿತ್ತಿ ಜೆ.ವ್ಹಿ. ಹಳ್ಳೇಕೇರಿ ಸಂಯುಕ್ತ ಪದವಿ ಪೂರ್ವ ಮಹಾವಿದ್ಯಾಲಯದಲ್ಲಿ ಅಂತಾರಾಷ್ಟ್ರೀಯ ಯೋಗ ದಿನಾಚರಣೆ ಕಾರ್ಯಕ್ರಮದಲ್ಲಿ ಮಾತನಾಡಿದರು. ಯೋಗ ರೋಗಮುಕ್ತ ಶಾಂತಿ ಜೀವನ ನಡೆಸಲು ಸಹಕಾರಿಯಾಗಿದೆ. ಯೋಗವು ಮಾನಸಿಕ ಮತ್ತು ದೈಹಿಕ ಸದೃಢತೆಯನ್ನು ನೀಡುತ್ತದೆ. ಎಸ್.ಬಿ. ಮಠದ ಶಿಕ್ಷಕರು ಭಾಗವಹಿಸಿದ ಎಲ್ಲ ಯೋಗಾರ್ಥಿಗಳಿಗೆ ಯೋಗದ ತರಬೇತಿ ಮತ್ತು ಮಹತ್ವ ತಿಳಿಸಿದರು. bbox=[423, 1556, 688, 1742]
right-s4-body: ಸನ್ಮಾನವಾಗಬೇಕು ಎಂದು ಆಗ್ರಹಿಸಿದರು. ರಾಜ್ಯ ರೈತ ಸಂಘದ ರಾಜ್ಯ ಸಂಚಾಲಕ ಪಾಟೀಲ ಮಾತನಾಡಿ, ಅವೈಜ್ಞಾನಿಕ ಪರಿಹಾರದಿಂದ ರೈತರು ಸಂಕಷ್ಟಕ್ಕೆ ಸಿಲುಕಿದ್ದಾರೆ. ಸರ್ಕಾರ ವೈಜ್ಞಾನಿಕ ಮಾದರಿಯಲ್ಲಿ ಬೆಳೆ ಹಾನಿ ಸಮೀಕ್ಷೆ ನಡೆಸಿ ತುರ್ತು ಪರಿಹಾರ ನೀಡಬೇಕು. ಅಲ್ಲದೇ ಬೆಳೆ ವಿಮೆ ಹಣವನ್ನು ಶೀಘ್ರವಾಗಿ ರೈತರ ಖಾತೆಗೆ ಜಮೆ ಮಾಡಬೇಕು ಎಂದು ಒತ್ತಾಯಿಸಿದರು. ಜಿಲ್ಲೆಯಲ್ಲಿ ಈ ಬಾರಿ ಅತಿಯಾದ ಮಳೆಯಿಂದ ರೈತರ ಬೆಳೆಗಳು ಹಾನಿಗೊಳಗಾಗಿವೆ. ಕೃಷಿ ಇಲಾಖೆ ಅಧಿಕಾರಿಗಳು ಸ್ಥಳಕ್ಕೆ ಭೇಟಿ ನೀಡಿ ಸಮೀಕ್ಷೆ ನಡೆಸಬೇಕು. ಈ ಸಂದರ್ಭದಲ್ಲಿ ರೈತ ಸಂಘದ ಪದಾಧಿಕಾರಿಗಳು, ರೈತ ಮುಖಂಡರು ಹಾಗೂ ನೂರಾರು ರೈತರು ಭಾಗವಹಿಸಿದ್ದರು. bbox=[986, 2073, 1492, 2164]
section-rule bbox=[46, 1534, 410, 1536]
right-s1-body: ಪರಿವರ್ತನೆ ಆಗಲಿಕ್ಕೆ ಈ ಎಂಬುದು ಕಾರಣವಾಗುತ್ತದೆ ಕೆಲವು ಮಾತನಾಡುವುದರಿಂದ ಯಾವುದೇ ಪ್ರಯೋಜನವಿಲ್ಲ ಇವುಗಳನ್ನು ನಮ್ಮ ಜೀವನದಲ್ಲಿ ಅಳವಡಿಸಿಕೊಂಡರೆ ಮಾತ್ರ ಉತ್ತಮ ಆರೋಗ್ಯ ಪಡೆಯಲು ಸಾಧ್ಯವಾಗುತ್ತದೆ ಎಂದರು. ಯೋಗವು ಮಾನವ ಸಂಕುಲಕ್ಕೆ ಮತ್ತು ಪ್ರಾಚೀನ ಭಾರತಕ್ಕೆ ಒಂದು ಭವ್ಯ ಕೊಡುಗೆ ನೀಡಿದೆ. ಇವತ್ತಿನ ವೈದ್ಯಕೀಯ ಜೀವನದಲ್ಲಿ ಸೌಹಾರ್ದವನ್ನು ಮೂಡಿಸಲು ಯೋಗವು ಸಹಕಾರಿ. ವಿಶ್ವಸಂಸ್ಥೆಯು ಜೂನ್ 21 ಅನ್ನು ಅಂತರಾಷ್ಟ್ರೀಯ ಯೋಗ ದಿನವೆಂದು ಘೋಷಿಸಿದೆ ಎಂದರು. ನಗರ ಸಭೆ ಅಧ್ಯಕ್ಷ ಶಶಿಕಲಾ ಮಾಳಗಿ ಮಾತನಾಡಿ, ಪ್ರತಿ ನಿತ್ಯ ಯೋಗ ಮಾಡುವುದರಿಂದ ದೈಹಿಕ ಮತ್ತು ಮಾನಸಿಕ ಆರೋಗ್ಯವೃದ್ಧಿಗೆ ಸಹಕಾರಿಯಾಗಿದೆ. ಹೀಗಾಗಿ ಪ್ರತಿಯೊಬ್ಬರು ಪ್ರತಿ ನಿತ್ಯ ಯೋಗ, ಪ್ರಾಣಾಯಾಮ ಮಾಡಿ ಆರೋಗ್ಯ ರಕ್ಷಣೆಗೆ ಮುಂದಾಗಬೇಕು ಎಂದರು. ಕಾರ್ಯಕ್ರಮದಲ್ಲಿ ನಗರಾಭಿವೃದ್ಧಿ ಪ್ರಾಧಿಕಾರದ ಅಧ್ಯಕ್ಷ ಎಂ ಎಂ ಮೈದೂರ, ಜಿಲ್ಲಾ ಪಂಚಾಯತ್ ಮುಖ್ಯ ಕಾರ್ಯನಿರ್ವಾಹಕ ಅಧಿಕಾರಿ ರುಚಿ ಬಿಂದಲ್, ಅಪರ ಜಿಲ್ಲಾಧಿಕಾರಿ ಡಾ. ಎಲ್ ನಾಗರಾಜ್, ನಗರಸಭೆ ಉಪಾಧ್ಯಕ್ಷ ಮಲ್ಲಿಕಾರ್ಜುನ ಸಾ ತೇಲಗಿಡ್ಡ, ಜಿಲ್ಲಾ ಆಯುಷ್ ಅಧಿಕಾರಿ ಡಾ. ಜಿ ಸಿ ಸಿದ್ದನಗೌಡ, ಯುವ ಸಬಲೀಕರಣ ಮತ್ತು ಕ್ರೀಡಾ ಇಲಾಖೆ ಸಹಾಯಕ ನಿರ್ದೇಶಕ ಚಂದ್ರಶೇಖರ, ಜಿಲ್ಲಾ ಮತ್ತು ತಾಲೂಕ ಮಟ್ಟದ ಅಧಿಕಾರಿಗಳು, ವಿದ್ಯಾರ್ಥಿಗಳು ಹಾಗೂ ಇತರರು ಉಪಸ್ಥಿತರಿದ್ದರು. ಚಿತ್ರದ ವಿವರ: ಹಾವೇರಿ ಜೈಲಿನಲ್ಲಿ ವಿಚಾರಾಧೀನ ಕಾರಾಗೃಹವಾಸಿಗಳಿಗೆ ಸಾಹಿತ್ಯ ಕಮ್ಮಟದ ಸಮಾರೋಪ ಸಮಾರಂಭದಲ್ಲಿ ಜಾನಪದ ವಿಶ್ವವಿದ್ಯಾಲಯದ ಕುಲಪತಿ ಪ್ರೊ.ಟಿ.ಎಂ.ಭಾಸ್ಕರ್ ಅವರು ಮಾತನಾಡಿದರು. ಜೈಲಿನ ಪ್ರಭಾರ ಅಧೀಕ್ಷಕ ಬಿ.ಯು.ವಿಶ್ವಾಸ ಹಾಗೂ ಕರ್ನಾಟಕ ಸಾಹಿತ್ಯ ಅಕಾಡೆಮಿ ಸದಸ್ಯ ಡಾ.ಮಲ್ಲಿಕಾರ್ಜುನ ಬಿ.ಮಾನ್ಪಡೆ ಇದ್ದಾರೆ. bbox=[986, 152, 1492, 377]
